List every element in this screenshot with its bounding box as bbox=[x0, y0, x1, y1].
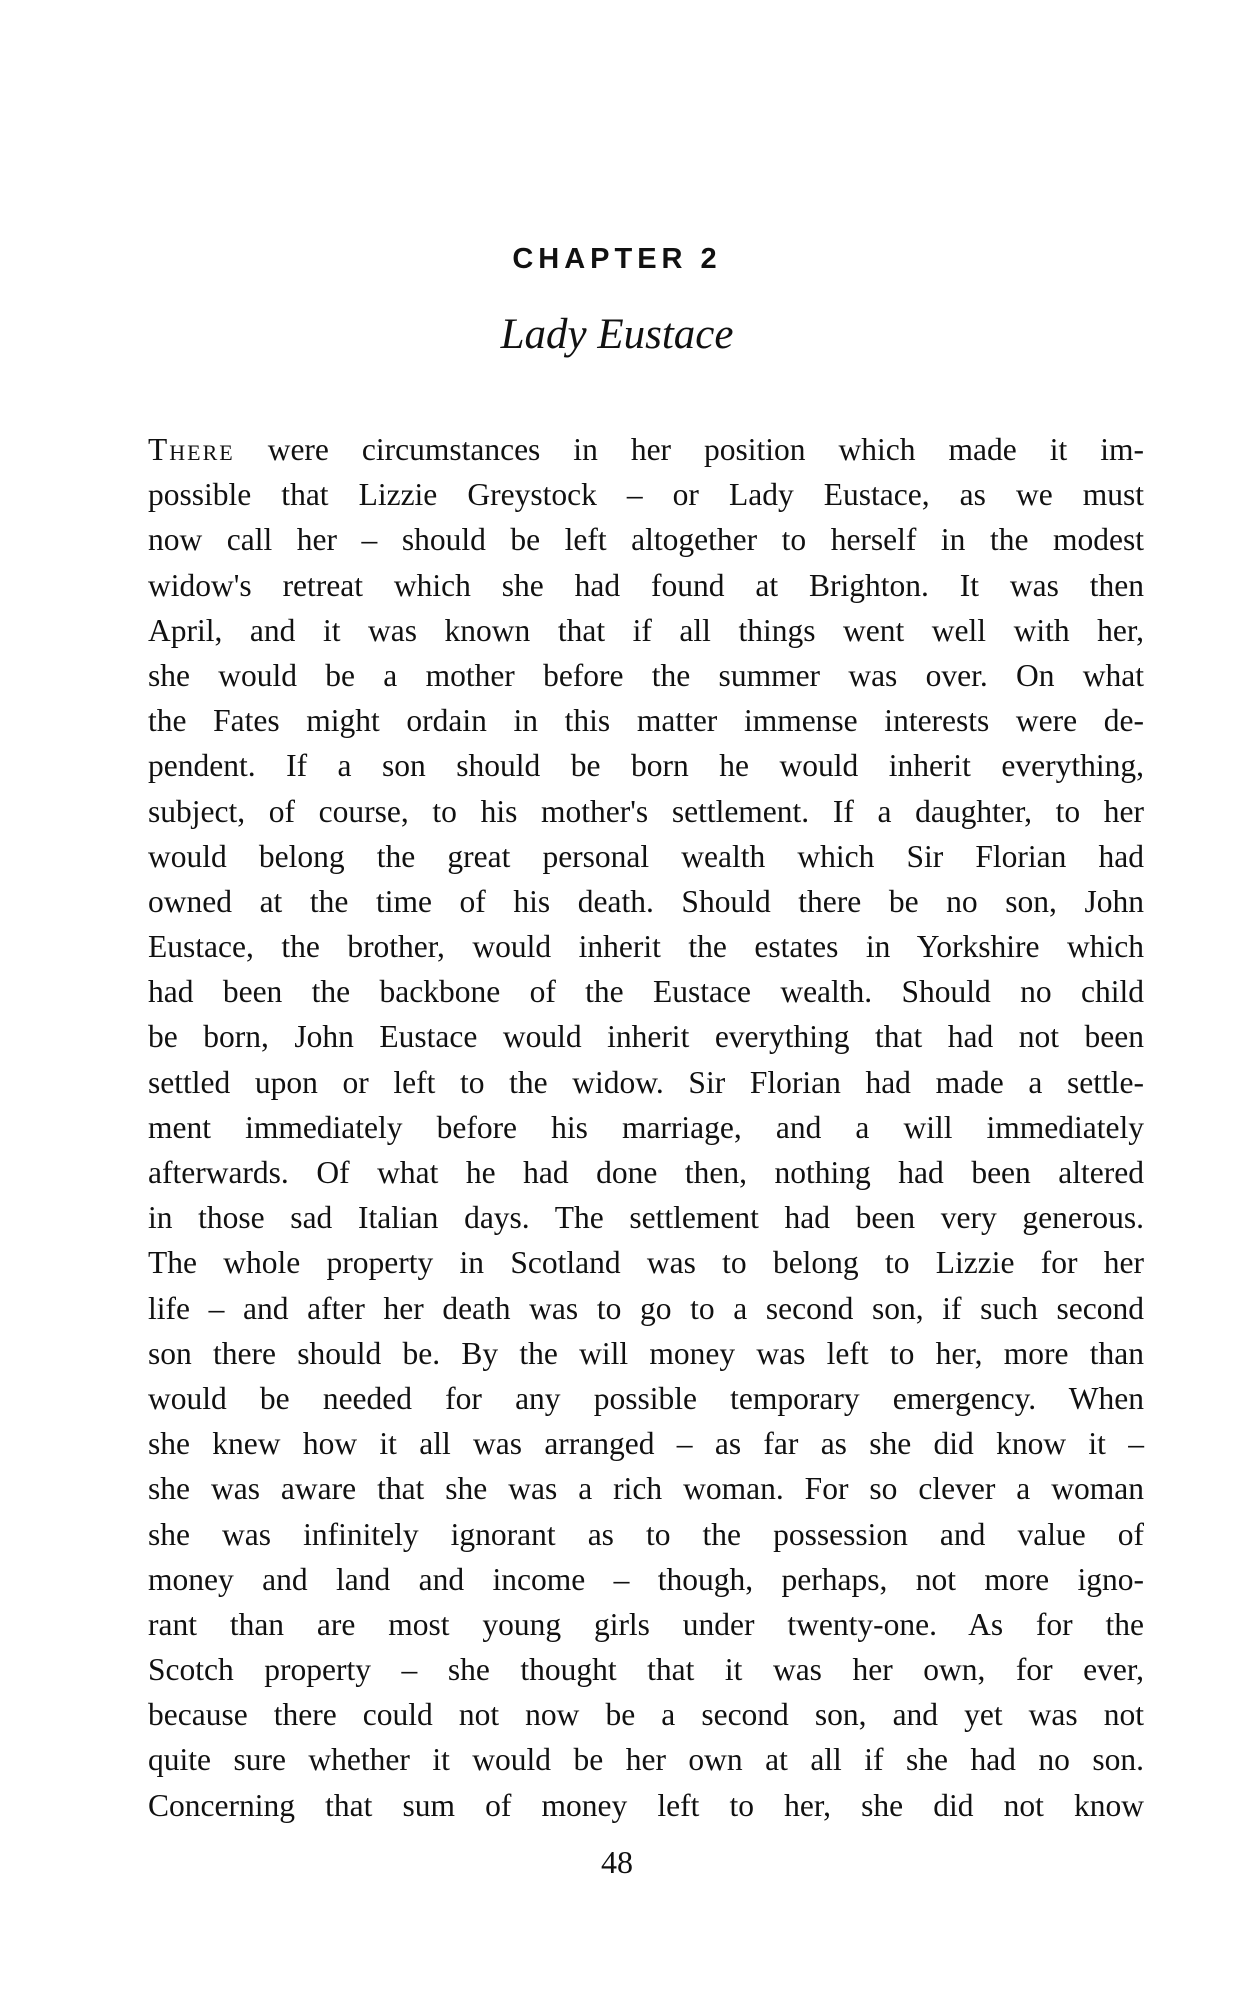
body-text bbox=[148, 427, 1144, 1828]
text-line: The whole property in Scotland was to belong to Lizzie for her bbox=[148, 1245, 1144, 1281]
text-line: she was infinitely ignorant as to the possession and value of bbox=[148, 1516, 1144, 1552]
text-line: she knew how it all was arranged – as far as she did know it – bbox=[148, 1426, 1144, 1462]
text-line: money and land and income – though, perhaps, not more igno- bbox=[148, 1561, 1144, 1597]
text-line: in those sad Italian days. The settlement had been very generous. bbox=[148, 1200, 1144, 1236]
text-line: Eustace, the brother, would inherit the estates in Yorkshire which bbox=[148, 929, 1144, 965]
text-line: ment immediately before his marriage, and a will immediately bbox=[148, 1109, 1144, 1145]
text-line: There were circumstances in her position which made it im- bbox=[148, 432, 1144, 467]
chapter-title: Lady Eustace bbox=[500, 311, 734, 358]
text-line: had been the backbone of the Eustace wealth. Should no child bbox=[148, 974, 1144, 1010]
text-line: because there could not now be a second son, and yet was not bbox=[148, 1697, 1144, 1733]
page-number: 48 bbox=[601, 1844, 633, 1880]
lead-word: There bbox=[148, 432, 235, 467]
text-line: possible that Lizzie Greystock – or Lady Eustace, as we must bbox=[148, 477, 1144, 513]
text-line: quite sure whether it would be her own at all if she had no son. bbox=[148, 1742, 1144, 1778]
text-line: settled upon or left to the widow. Sir Florian had made a settle- bbox=[148, 1064, 1144, 1100]
text-line: be born, John Eustace would inherit everything that had not been bbox=[148, 1019, 1144, 1055]
text-line: would be needed for any possible temporary emergency. When bbox=[148, 1380, 1144, 1416]
text-line: rant than are most young girls under twenty-one. As for the bbox=[148, 1606, 1144, 1642]
text-line: life – and after her death was to go to a second son, if such second bbox=[148, 1290, 1144, 1326]
text-line: afterwards. Of what he had done then, nothing had been altered bbox=[148, 1155, 1144, 1190]
text-line: widow's retreat which she had found at Brighton. It was then bbox=[148, 567, 1144, 603]
chapter-label: CHAPTER 2 bbox=[512, 243, 722, 275]
text-line: would belong the great personal wealth which Sir Florian had bbox=[148, 838, 1144, 874]
text-line: April, and it was known that if all things went well with her, bbox=[148, 612, 1144, 648]
text-line: Scotch property – she thought that it was her own, for ever, bbox=[148, 1652, 1144, 1688]
text-line: she would be a mother before the summer was over. On what bbox=[148, 657, 1144, 693]
text-line: son there should be. By the will money was left to her, more than bbox=[148, 1335, 1144, 1371]
text-line: owned at the time of his death. Should there be no son, John bbox=[148, 883, 1144, 919]
text-line: now call her – should be left altogether to herself in the modest bbox=[148, 522, 1144, 558]
text-line: she was aware that she was a rich woman. For so clever a woman bbox=[148, 1471, 1144, 1507]
text-line: the Fates might ordain in this matter immense interests were de- bbox=[148, 703, 1144, 739]
text-line: pendent. If a son should be born he would inherit everything, bbox=[148, 748, 1144, 784]
text-line: subject, of course, to his mother's settlement. If a daughter, to her bbox=[148, 793, 1144, 829]
text-line: Concerning that sum of money left to her, she did not know bbox=[148, 1787, 1144, 1823]
